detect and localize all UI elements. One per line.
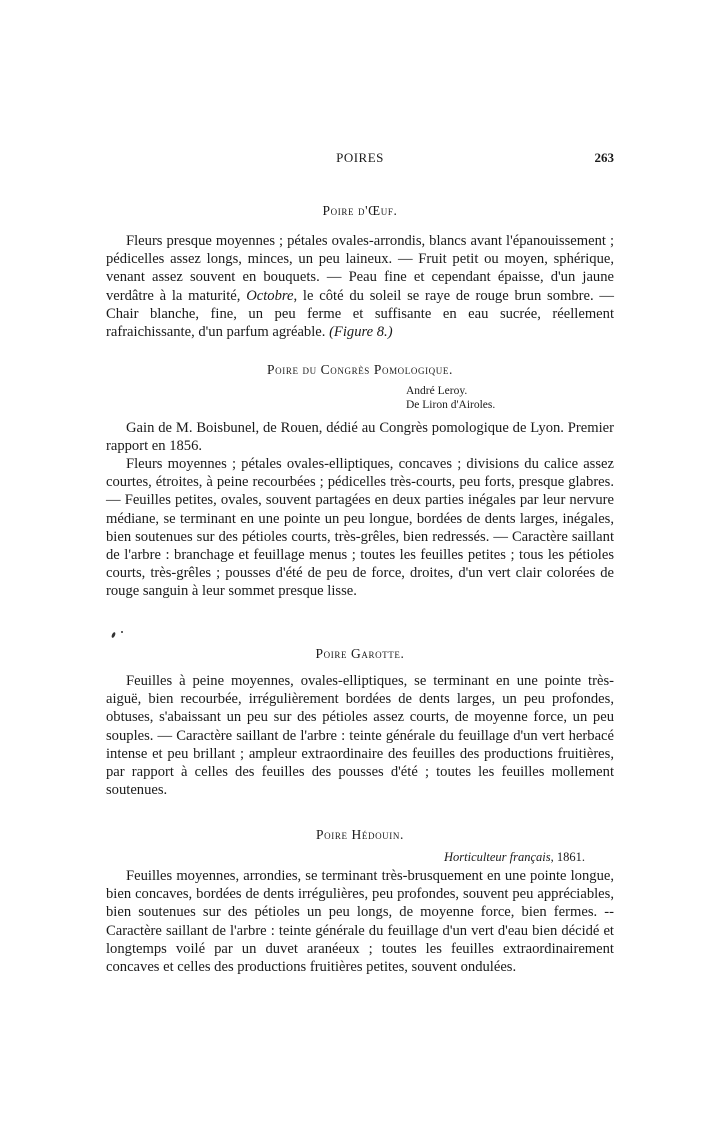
italic-text: (Figure 8.) [329,324,393,341]
section-title-poire-oeuf: Poire d'Œuf. [322,203,398,218]
paragraph: Fleurs presque moyennes ; pétales ovales-arrondis, blancs avant l'épanouissement ; pédicelles assez longs, minces, un peu laineux. — Fruit petit ou moyen, sphérique, venant assez souvent en bouquets. — Peau fine et cependant épaisse, d'un jaune verdâtre à la maturité, Octobre, le côté du soleil se raye de rouge brun sombre. — Chair blanche, fine, un peu ferme et suffisante en eau sucrée, réellement rafraichissante, d'un parfum agréable. (Figure 8.) [106,233,614,341]
paragraph: Feuilles à peine moyennes, ovales-elliptiques, se terminant en une pointe très-aiguë, bien recourbée, irrégulièrement bordées de dents larges, un peu profondes, obtuses, s'abaissant un peu sur des pétioles assez courts, de moyenne force, un peu souples. — Caractère saillant de l'arbre : teinte générale du feuillage d'un vert herbacé intense et peu brillant ; ampleur extraordinaire des feuilles des productions fruitières, par rapport à celles des feuilles des pousses d'été ; toutes les feuilles mollement soutenues. [106,673,614,799]
page-number: 263 [594,150,614,165]
running-title: POIRES [336,150,384,165]
paragraph: Gain de M. Boisbunel, de Rouen, dédié au Congrès pomologique de Lyon. Premier rapport en 1856. [106,420,614,455]
scan-speck [111,632,116,639]
section-title-poire-hedouin: Poire Hédouin. [316,827,404,842]
italic-text: Horticulteur français [444,850,551,864]
section-title-poire-garotte: Poire Garotte. [315,646,405,661]
citation-source: Horticulteur français, 1861. [444,850,585,864]
citation-author: André Leroy. [406,385,468,397]
section-title-poire-congres-pomologique: Poire du Congrès Pomologique. [267,362,453,377]
paragraph: Feuilles moyennes, arrondies, se terminant très-brusquement en une pointe longue, bien concaves, bordées de dents irrégulières, peu profondes, souvent peu appréciables, bien soutenues sur des pétioles un peu longs, de moyenne force, bien fermes. -- Caractère saillant de l'arbre : teinte générale du feuillage d'un vert d'eau bien décidé et longtemps voilé par un duvet aranéeux ; toutes les feuilles extraordinairement concaves et celles des productions fruitières petites, souvent ondulées. [106,868,614,976]
italic-text: Octobre [246,287,294,304]
paragraph: Fleurs moyennes ; pétales ovales-elliptiques, concaves ; divisions du calice assez courtes, étroites, à peine recourbées ; pédicelles très-courts, peu forts, presque glabres. — Feuilles petites, ovales, souvent partagées en deux parties inégales par leur nervure médiane, se terminant en une pointe un peu longue, bordées de dents larges, inégales, bien soutenues sur des pétioles courts, très-grêles, bien redressés. — Caractère saillant de l'arbre : branchage et feuillage menus ; toutes les feuilles petites ; tous les pétioles courts, très-grêles ; pousses d'été de peu de force, droites, d'un vert clair colorées de rouge sanguin à leur sommet presque lisse. [106,456,614,600]
running-head [106,150,614,166]
citation-author: De Liron d'Airoles. [406,399,496,411]
scan-speck [121,631,123,633]
